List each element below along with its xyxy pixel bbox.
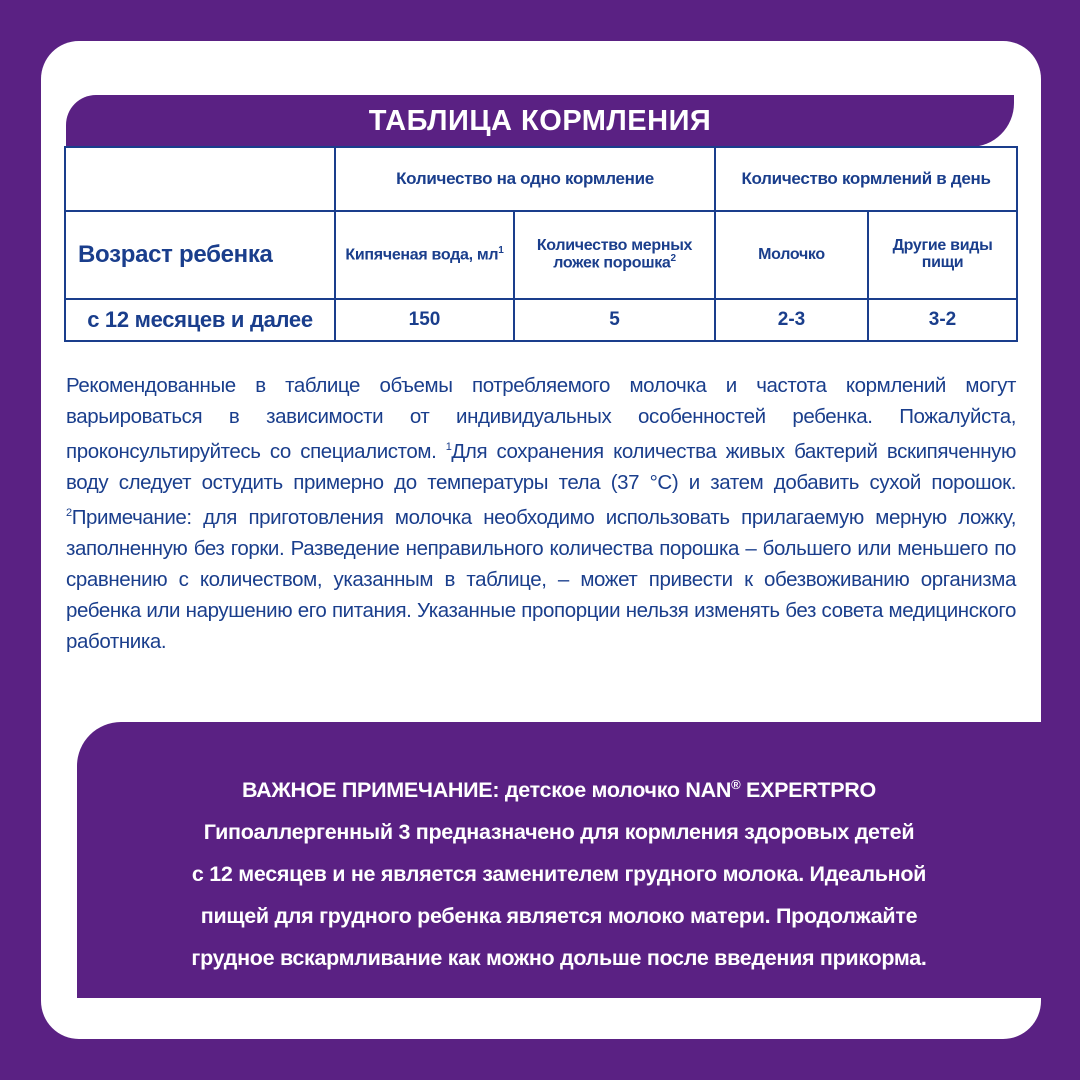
note-line: ВАЖНОЕ ПРИМЕЧАНИЕ: детское молочко NAN® EXPERTPRO — [242, 777, 876, 803]
table-header-row — [65, 211, 1017, 299]
note-line: с 12 месяцев и не является заменителем грудного молока. Идеальной — [191, 862, 927, 887]
col-header-scoops: Количество мерных ложек порошка$^2$ — [514, 211, 715, 299]
cell-milk: 2-3 — [715, 299, 868, 341]
page-title: ТАБЛИЦА КОРМЛЕНИЯ — [368, 104, 712, 137]
recommendation-paragraph: Рекомендованные в таблице объемы потребляемого молочка и частота кормлений могут варьироваться в зависимости от индивидуальных особенностей ребенка. Пожалуйста, проконсультируйтесь со специалистом. $^1$Для сохранения количества живых бактерий вскипяченную воду следует остудить примерно до температуры тела (37 °C) и затем добавить сухой порошок. $^2$Примечание: для приготовления молочка необходимо использовать прилагаемую мерную ложку, заполненную без горки. Разведение неправильного количества порошка – большего или меньшего по сравнению с количеством, указанным в таблице, – может привести к обезвоживанию организма ребенка или нарушению его питания. Указанные пропорции нельзя изменять без совета медицинского работника. — [66, 374, 1016, 653]
group-header-count: Количество кормлений в день — [715, 147, 1017, 211]
table-empty-corner — [65, 147, 335, 211]
note-line: Гипоаллергенный 3 предназначено для кормления здоровых детей — [203, 820, 915, 845]
note-line: грудное вскармливание как можно дольше после введения прикорма. — [191, 946, 927, 971]
row-age-label: с 12 месяцев и далее — [65, 299, 335, 341]
group-header-amount: Количество на одно кормление — [335, 147, 715, 211]
col-header-milk: Молочко — [715, 211, 868, 299]
cell-other-food: 3-2 — [868, 299, 1017, 341]
cell-water: 150 — [335, 299, 514, 341]
table-row — [65, 299, 1017, 341]
note-line: пищей для грудного ребенка является молоко матери. Продолжайте — [200, 904, 918, 929]
feeding-table — [64, 146, 1018, 342]
cell-scoops: 5 — [514, 299, 715, 341]
col-header-water: Кипяченая вода, $мл^1$ — [335, 211, 514, 299]
table-group-header-row — [65, 147, 1017, 211]
col-header-other-food: Другие виды пищи — [868, 211, 1017, 299]
title-banner — [66, 95, 1014, 147]
important-note-box — [77, 722, 1041, 998]
age-header: Возраст ребенка — [65, 211, 335, 299]
important-note-text — [77, 764, 1041, 979]
